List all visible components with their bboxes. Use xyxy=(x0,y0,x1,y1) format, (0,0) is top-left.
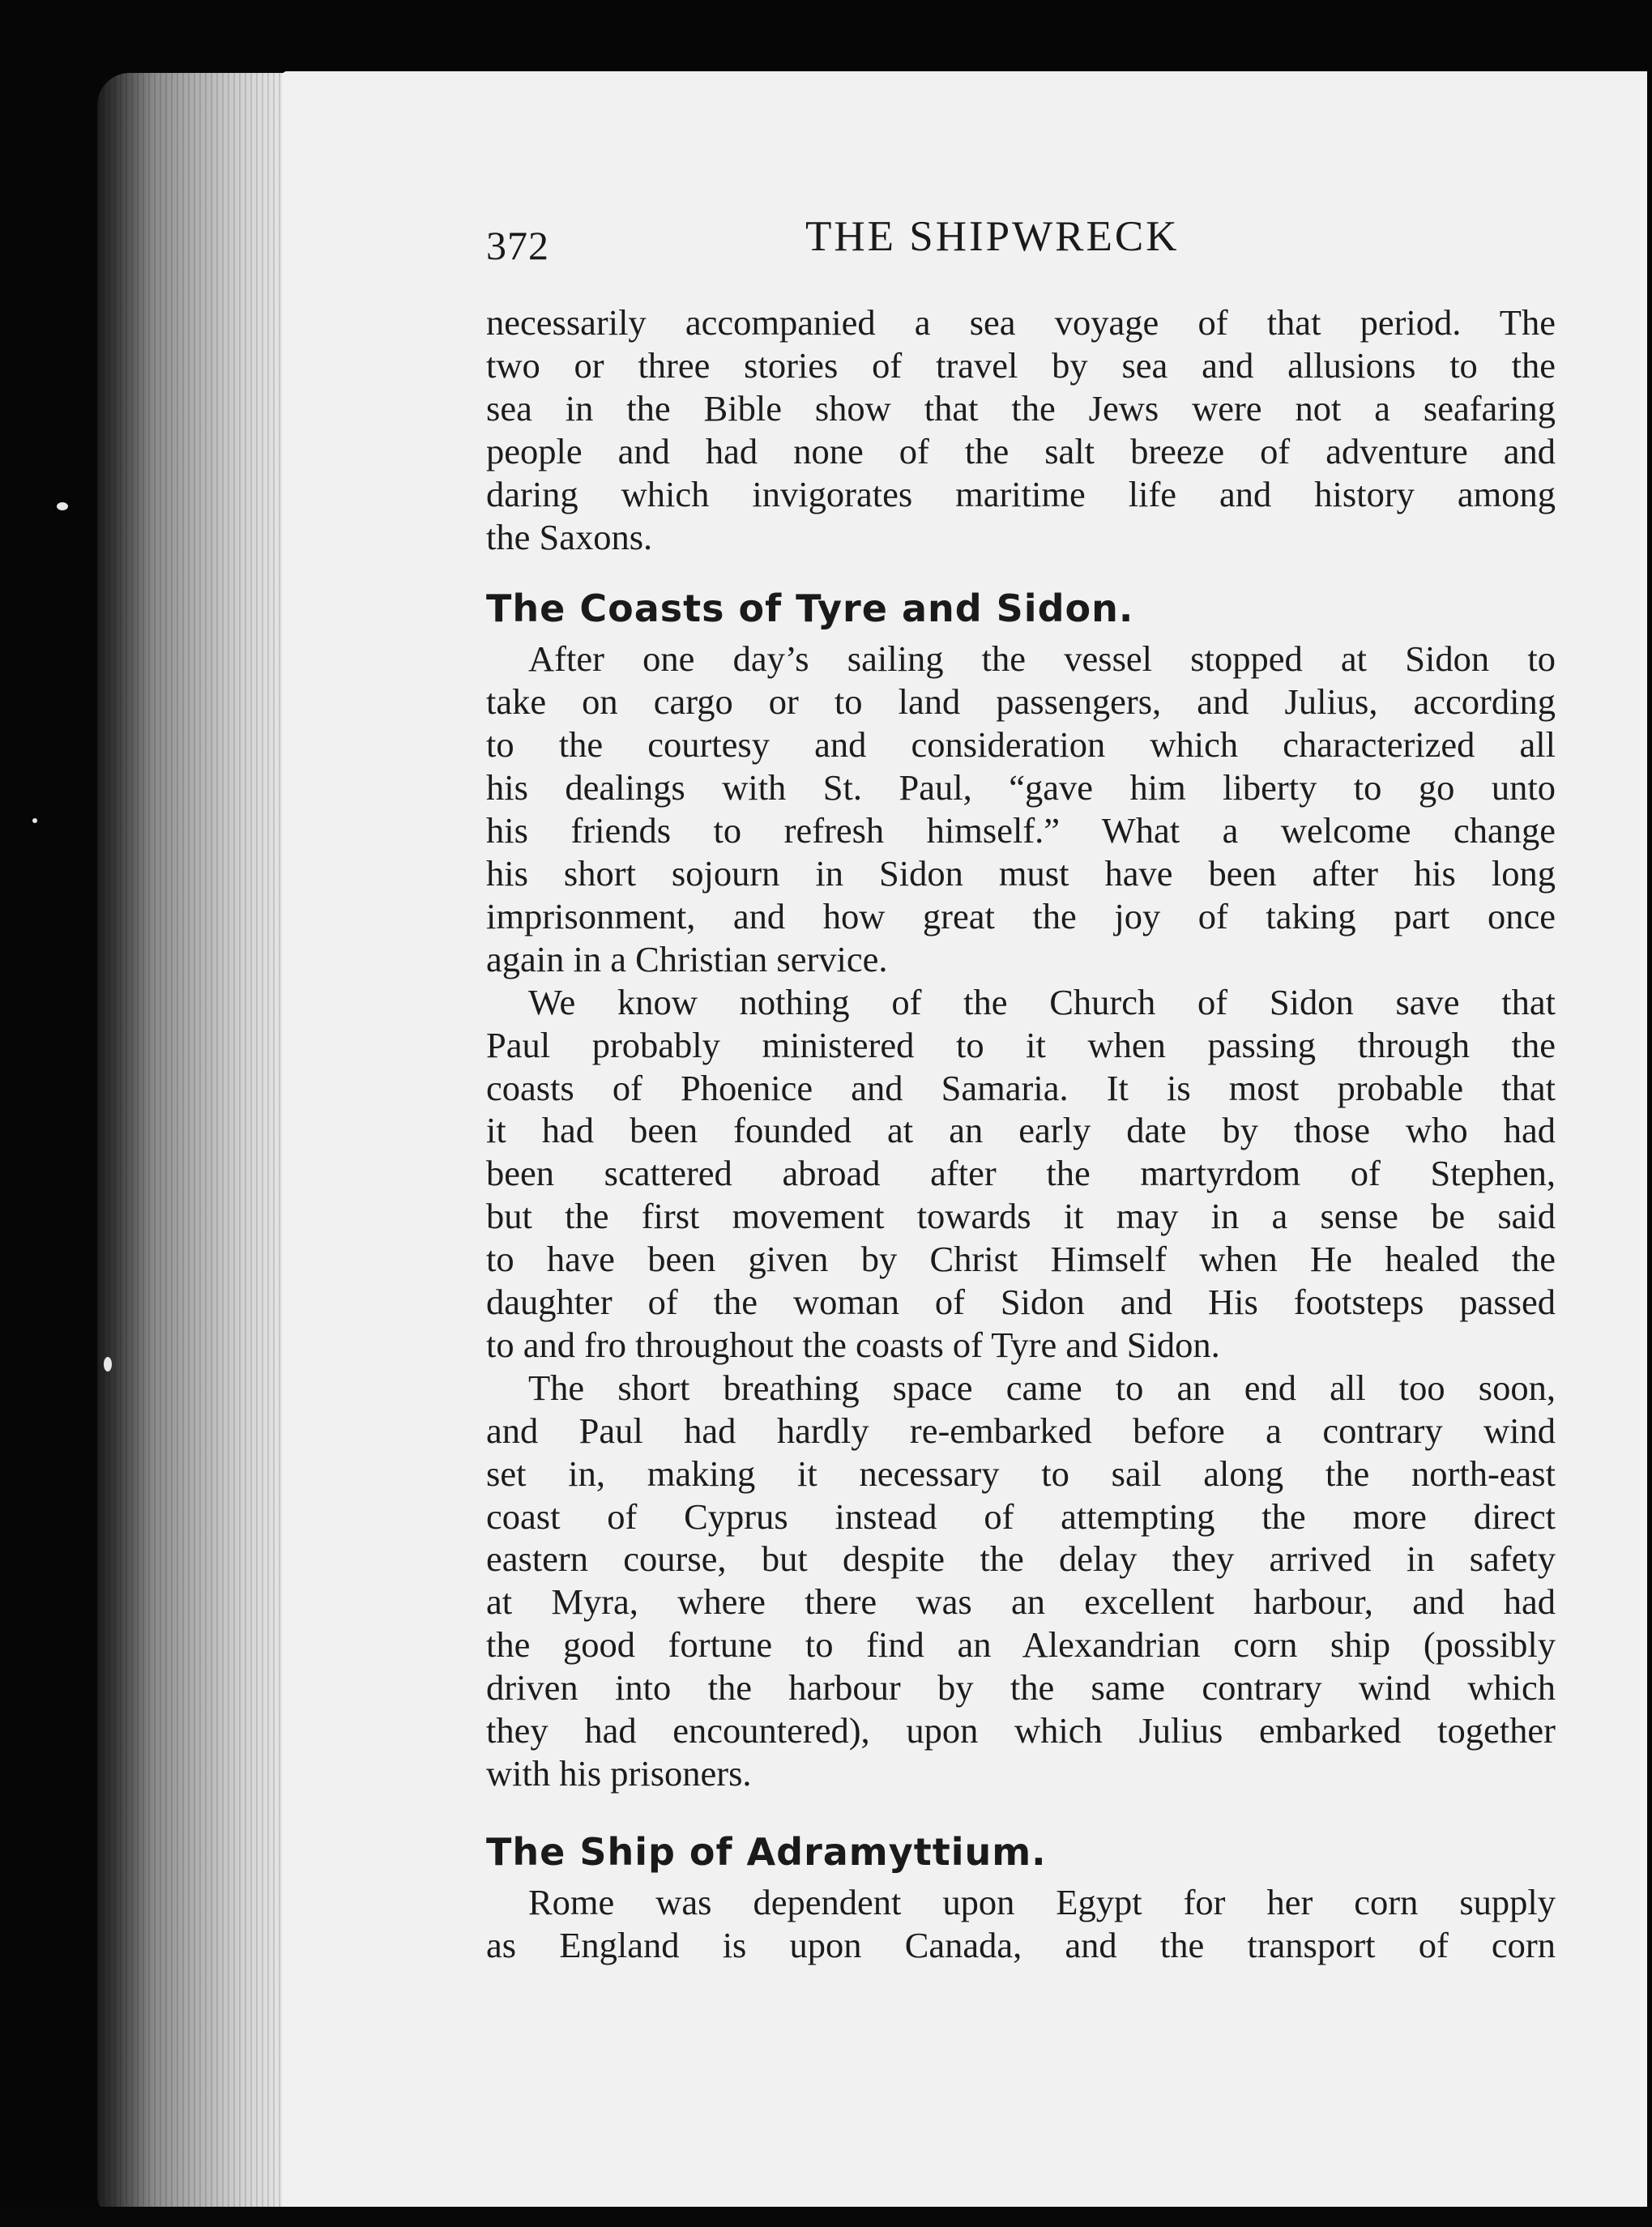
text-line: two or three stories of travel by sea and allusions to the xyxy=(486,344,1556,386)
paragraph xyxy=(486,301,1556,558)
text-line: his friends to refresh himself.” What a welcome change xyxy=(486,810,1556,851)
dust-speck xyxy=(104,1357,112,1372)
text-line: Paul probably ministered to it when passing through the xyxy=(486,1024,1556,1065)
page-header xyxy=(486,212,1556,269)
scan-bottom-edge xyxy=(0,2207,1652,2227)
page-stack-edge xyxy=(97,73,285,2220)
section-heading: The Ship of Adramyttium. xyxy=(486,1829,1047,1874)
text-line: his short sojourn in Sidon must have been after his long xyxy=(486,852,1556,894)
page-body xyxy=(486,301,1556,1967)
text-line: they had encountered), upon which Julius embarked together xyxy=(486,1710,1556,1751)
text-line: to and fro throughout the coasts of Tyre and Sidon. xyxy=(486,1324,1220,1365)
paragraph xyxy=(486,981,1556,1367)
text-line: as England is upon Canada, and the transport of corn xyxy=(486,1924,1556,1965)
text-line: to have been given by Christ Himself when He healed the xyxy=(486,1239,1556,1280)
text-line: coasts of Phoenice and Samaria. It is most probable that xyxy=(486,1067,1556,1108)
text-line: driven into the harbour by the same contrary wind which xyxy=(486,1667,1556,1709)
paragraph xyxy=(486,1367,1556,1795)
text-line: with his prisoners. xyxy=(486,1753,752,1794)
text-line: eastern course, but despite the delay they arrived in safety xyxy=(486,1538,1556,1580)
text-line: at Myra, where there was an excellent harbour, and had xyxy=(486,1581,1556,1623)
paragraph xyxy=(486,638,1556,980)
page-number: 372 xyxy=(486,223,549,268)
text-line: take on cargo or to land passengers, and Julius, according xyxy=(486,681,1556,723)
text-line: the good fortune to find an Alexandrian corn ship (possibly xyxy=(486,1624,1556,1666)
dust-speck xyxy=(57,502,68,510)
running-title: THE SHIPWRECK xyxy=(805,213,1180,260)
text-line: imprisonment, and how great the joy of taking part once xyxy=(486,895,1556,936)
paragraph xyxy=(486,1881,1556,1967)
text-line: again in a Christian service. xyxy=(486,938,888,979)
text-line: The short breathing space came to an end all too soon, xyxy=(528,1367,1556,1408)
text-line: but the first movement towards it may in a sense be said xyxy=(486,1196,1556,1237)
text-line: After one day’s sailing the vessel stopped at Sidon to xyxy=(528,638,1556,680)
text-line: his dealings with St. Paul, “gave him liberty to go unto xyxy=(486,767,1556,808)
text-line: the Saxons. xyxy=(486,516,653,557)
text-line: daughter of the woman of Sidon and His footsteps passed xyxy=(486,1282,1556,1323)
text-line: Rome was dependent upon Egypt for her corn supply xyxy=(528,1881,1556,1922)
text-line: necessarily accompanied a sea voyage of that period. The xyxy=(486,302,1556,343)
text-line: sea in the Bible show that the Jews were not a seafaring xyxy=(486,387,1556,429)
text-line: to the courtesy and consideration which characterized all xyxy=(486,724,1556,766)
text-line: coast of Cyprus instead of attempting the more direct xyxy=(486,1495,1556,1537)
text-line: and Paul had hardly re-embarked before a contrary wind xyxy=(486,1410,1556,1451)
text-line: people and had none of the salt breeze of adventure and xyxy=(486,430,1556,471)
text-line: been scattered abroad after the martyrdom of Stephen, xyxy=(486,1153,1556,1194)
text-line: We know nothing of the Church of Sidon save that xyxy=(528,981,1556,1022)
text-line: set in, making it necessary to sail along the north-east xyxy=(486,1453,1556,1494)
text-line: it had been founded at an early date by those who had xyxy=(486,1110,1556,1151)
dust-speck xyxy=(32,818,37,823)
text-line: daring which invigorates maritime life and history among xyxy=(486,473,1556,514)
section-heading: The Coasts of Tyre and Sidon. xyxy=(486,587,1134,631)
